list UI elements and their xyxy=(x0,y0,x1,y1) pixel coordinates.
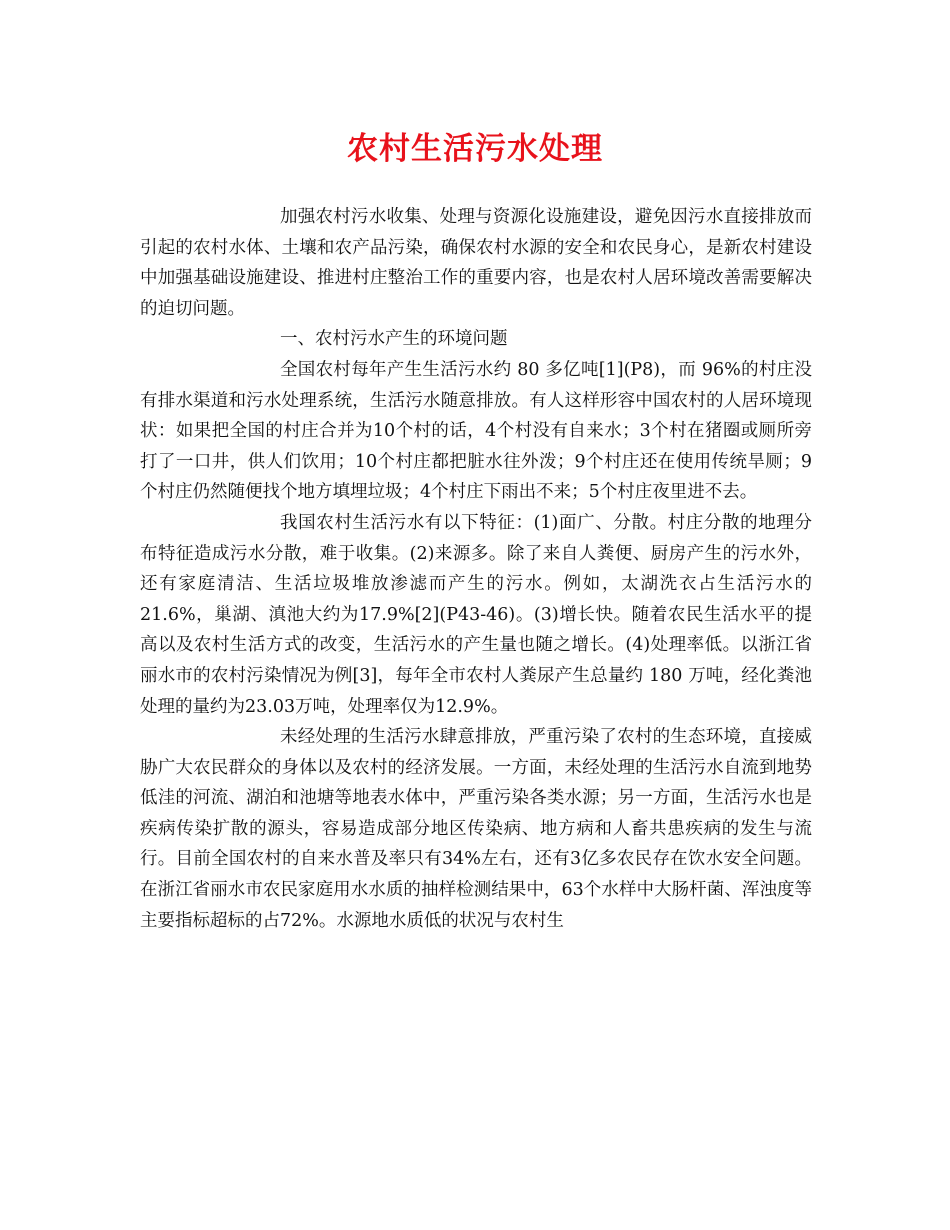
section-heading: 一、农村污水产生的环境问题 xyxy=(280,329,508,350)
paragraph-national-status: 全国农村每年产生生活污水约 80 多亿吨[1](P8)，而 96%的村庄没有排水渠道和污水处理系统，生活污水随意排放。有人这样形容中国农村的人居环境现状：如果把全国的村庄合并为10个村的话，4个村没有自来水；3个村在猪圈或厕所旁打了一口井，供人们饮用；10个村庄都把脏水往外泼；9个村庄还在使用传统旱厕；9个村庄仍然随便找个地方填埋垃圾；4个村庄下雨出不来；5个村庄夜里进不去。 xyxy=(140,359,812,503)
paragraph-impacts: 未经处理的生活污水肆意排放，严重污染了农村的生态环境，直接威胁广大农民群众的身体以及农村的经济发展。一方面，未经处理的生活污水自流到地势低洼的河流、湖泊和池塘等地表水体中，严重污染各类水源；另一方面，生活污水也是疾病传染扩散的源头，容易造成部分地区传染病、地方病和人畜共患疾病的发生与流行。目前全国农村的自来水普及率只有34%左右，还有3亿多农民存在饮水安全问题。在浙江省丽水市农民家庭用水水质的抽样检测结果中，63个水样中大肠杆菌、浑浊度等主要指标超标的占72%。水源地水质低的状况与农村生 xyxy=(140,727,812,931)
document-title: 农村生活污水处理 xyxy=(347,131,603,167)
paragraph-characteristics: 我国农村生活污水有以下特征：(1)面广、分散。村庄分散的地理分布特征造成污水分散，难于收集。(2)来源多。除了来自人粪便、厨房产生的污水外，还有家庭清洁、生活垃圾堆放渗滤而产生的污水。例如，太湖洗衣占生活污水的21.6%，巢湖、滇池大约为17.9%[2](P43-46)。(3)增长快。随着农民生活水平的提高以及农村生活方式的改变，生活污水的产生量也随之增长。(4)处理率低。以浙江省丽水市的农村污染情况为例[3]，每年全市农村人粪尿产生总量约 180 万吨，经化粪池处理的量约为23.03万吨，处理率仅为12.9%。 xyxy=(140,512,812,717)
paragraph-intro: 加强农村污水收集、处理与资源化设施建设，避免因污水直接排放而引起的农村水体、土壤和农产品污染，确保农村水源的安全和农民身心，是新农村建设中加强基础设施建设、推进村庄整治工作的重要内容，也是农村人居环境改善需要解决的迫切问题。 xyxy=(140,207,812,319)
document-body xyxy=(140,202,812,936)
